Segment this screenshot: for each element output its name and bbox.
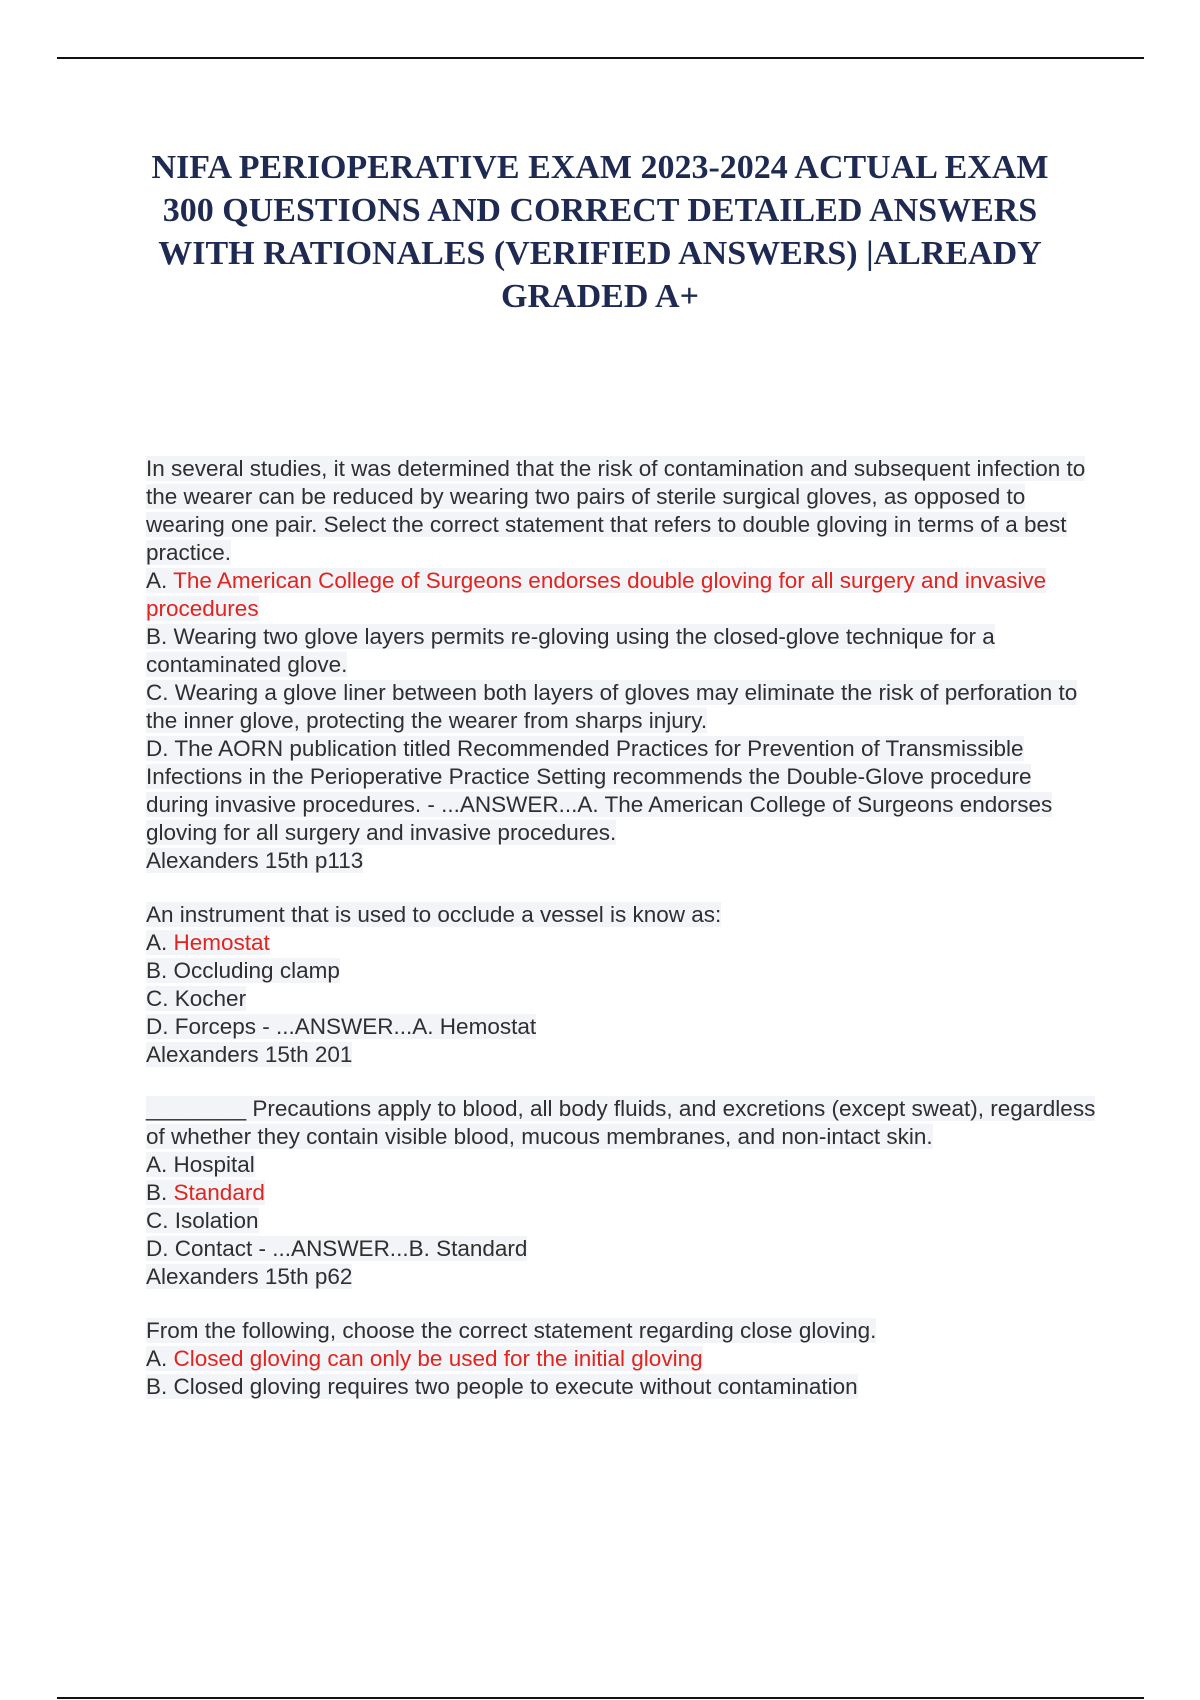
option-text: Closed gloving requires two people to execute without contamination [173, 1374, 858, 1399]
correct-option-text: Standard [173, 1180, 265, 1205]
option-letter: A. [146, 1346, 174, 1371]
question-4 [146, 1317, 1096, 1401]
option-letter: B. [146, 958, 174, 983]
option-letter: A. [146, 930, 174, 955]
question-stem [146, 1095, 1096, 1151]
option-a [146, 1345, 1096, 1373]
question-1 [146, 455, 1096, 875]
question-stem [146, 1317, 1096, 1345]
top-rule [57, 57, 1144, 59]
option-text: The AORN publication titled Recommended Practices for Prevention of Transmissible Infections in the Perioperative Practice Setting recommends the Double-Glove procedure during invasive procedures. - ...ANSWER...A. The American College of Surgeons endorses gloving for all surgery and invasive procedures. [146, 736, 1053, 845]
option-b [146, 1373, 1096, 1401]
option-a [146, 1151, 1096, 1179]
option-text: Hospital [173, 1152, 255, 1177]
question-stem-text: From the following, choose the correct statement regarding close gloving. [146, 1318, 877, 1343]
reference [146, 1041, 1096, 1069]
bottom-rule [57, 1697, 1144, 1699]
option-letter: D. [146, 736, 175, 761]
option-b [146, 1179, 1096, 1207]
option-letter: A. [146, 568, 174, 593]
question-3 [146, 1095, 1096, 1291]
correct-option-text: Closed gloving can only be used for the initial gloving [173, 1346, 703, 1371]
option-c [146, 1207, 1096, 1235]
option-letter: B. [146, 1180, 174, 1205]
option-letter: A. [146, 1152, 174, 1177]
option-letter: D. [146, 1236, 175, 1261]
document-title: NIFA PERIOPERATIVE EXAM 2023-2024 ACTUAL EXAM 300 QUESTIONS AND CORRECT DETAILED ANSWERS WITH RATIONALES (VERIFIED ANSWERS) |ALREADY GRADED A+ [151, 149, 1049, 315]
option-text: Isolation [174, 1208, 259, 1233]
option-d [146, 1235, 1096, 1263]
option-letter: D. [146, 1014, 175, 1039]
option-a [146, 567, 1096, 623]
option-d [146, 1013, 1096, 1041]
option-letter: B. [146, 624, 174, 649]
reference-text: Alexanders 15th p62 [146, 1264, 353, 1289]
question-stem-text: ________ Precautions apply to blood, all body fluids, and excretions (except sweat), regardless of whether they contain visible blood, mucous membranes, and non-intact skin. [146, 1096, 1096, 1149]
reference [146, 1263, 1096, 1291]
question-stem-text: An instrument that is used to occlude a vessel is know as: [146, 902, 722, 927]
option-text: Forceps - ...ANSWER...A. Hemostat [174, 1014, 537, 1039]
option-d [146, 735, 1096, 847]
option-letter: B. [146, 1374, 174, 1399]
option-b [146, 623, 1096, 679]
option-c [146, 985, 1096, 1013]
option-letter: C. [146, 986, 175, 1011]
reference-text: Alexanders 15th p113 [146, 848, 364, 873]
question-stem [146, 455, 1096, 567]
option-text: Occluding clamp [173, 958, 340, 983]
option-b [146, 957, 1096, 985]
option-a [146, 929, 1096, 957]
question-stem-text: In several studies, it was determined that the risk of contamination and subsequent infection to the wearer can be reduced by wearing two pairs of sterile surgical gloves, as opposed to wearing one pair. Select the correct statement that refers to double gloving in terms of a best practice. [146, 456, 1086, 565]
option-letter: C. [146, 680, 175, 705]
option-c [146, 679, 1096, 735]
option-text: Kocher [174, 986, 247, 1011]
option-text: Contact - ...ANSWER...B. Standard [174, 1236, 528, 1261]
reference [146, 847, 1096, 875]
reference-text: Alexanders 15th 201 [146, 1042, 353, 1067]
option-letter: C. [146, 1208, 175, 1233]
question-stem [146, 901, 1096, 929]
correct-option-text: Hemostat [173, 930, 270, 955]
questions-content [146, 455, 1096, 1427]
option-text: Wearing a glove liner between both layers of gloves may eliminate the risk of perforation to the inner glove, protecting the wearer from sharps injury. [146, 680, 1078, 733]
correct-option-text: The American College of Surgeons endorses double gloving for all surgery and invasive procedures [146, 568, 1047, 621]
question-2 [146, 901, 1096, 1069]
option-text: Wearing two glove layers permits re-gloving using the closed-glove technique for a contaminated glove. [146, 624, 995, 677]
